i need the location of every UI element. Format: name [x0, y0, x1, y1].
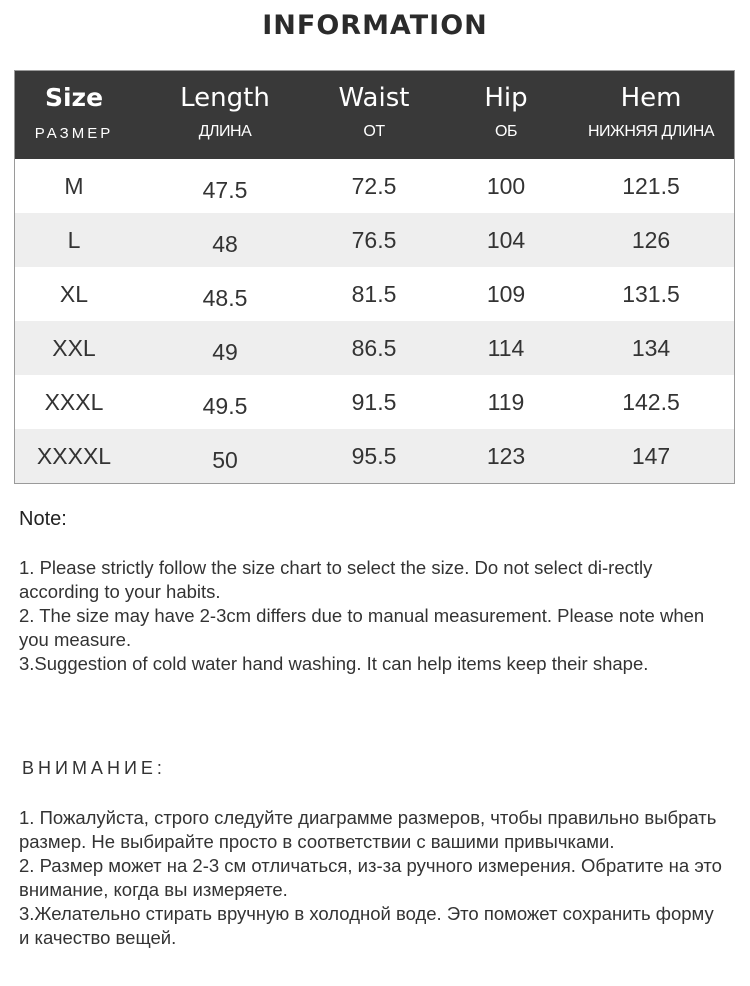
note-ru-item: 2. Размер может на 2-3 см отличаться, из-за ручного измерения. Обратите на это внимание, когда вы измеряете. — [19, 855, 722, 900]
hip-cell: 123 — [486, 442, 526, 469]
page-title: INFORMATION — [262, 10, 488, 41]
note-item: 1. Please strictly follow the size chart to select the size. Do not select di-rectly according to your habits. — [19, 557, 653, 602]
size-cell: XXXL — [44, 388, 104, 415]
table-row — [15, 429, 734, 483]
table-row — [15, 159, 734, 213]
size-cell: M — [64, 172, 84, 199]
hem-cell: 126 — [631, 226, 671, 253]
header-hem-ru: НИЖНЯЯ ДЛИНА — [588, 123, 714, 140]
note-item: 3.Suggestion of cold water hand washing. It can help items keep their shape. — [19, 653, 649, 674]
size-cell: L — [67, 226, 81, 253]
length-cell: 47.5 — [202, 176, 248, 203]
length-cell: 50 — [212, 446, 238, 473]
note-ru-body — [19, 806, 729, 950]
length-cell: 48 — [212, 230, 238, 257]
hem-cell: 142.5 — [622, 388, 680, 415]
hip-cell: 114 — [487, 334, 525, 361]
header-length-en: Length — [180, 83, 270, 113]
length-cell: 48.5 — [202, 284, 248, 311]
note-item: 2. The size may have 2-3cm differs due to manual measurement. Please note when you measure. — [19, 605, 705, 650]
size-cell: XXXXL — [36, 442, 112, 469]
hem-cell: 121.5 — [622, 172, 680, 199]
waist-cell: 81.5 — [351, 280, 397, 307]
note-body — [19, 556, 719, 676]
note-ru-item: 1. Пожалуйста, строго следуйте диаграмме размеров, чтобы правильно выбрать размер. Не выбирайте просто в соответствии с вашими привычками. — [19, 807, 717, 852]
hem-cell: 147 — [631, 442, 671, 469]
table-header — [15, 71, 734, 159]
size-cell: XL — [59, 280, 89, 307]
hip-cell: 119 — [487, 388, 525, 415]
hip-cell: 100 — [486, 172, 526, 199]
header-length-ru: ДЛИНА — [198, 123, 252, 140]
hem-cell: 134 — [631, 334, 671, 361]
header-size-en: Size — [44, 83, 104, 112]
hip-cell: 109 — [486, 280, 526, 307]
header-hip-en: Hip — [484, 83, 528, 113]
table-row — [15, 375, 734, 429]
note-heading: Note: — [19, 508, 67, 530]
header-hem-en: Hem — [620, 83, 682, 113]
header-waist — [317, 71, 431, 159]
header-waist-en: Waist — [338, 83, 410, 113]
waist-cell: 86.5 — [351, 334, 397, 361]
table-row — [15, 321, 734, 375]
hip-cell: 104 — [486, 226, 526, 253]
header-hip-ru: ОБ — [495, 123, 517, 140]
header-hem — [581, 71, 721, 159]
hem-cell: 131.5 — [622, 280, 680, 307]
table-row — [15, 213, 734, 267]
waist-cell: 72.5 — [351, 172, 397, 199]
waist-cell: 76.5 — [351, 226, 397, 253]
length-cell: 49.5 — [202, 392, 248, 419]
length-cell: 49 — [212, 338, 238, 365]
waist-cell: 95.5 — [351, 442, 397, 469]
header-length — [133, 71, 317, 159]
waist-cell: 91.5 — [351, 388, 397, 415]
table-row — [15, 267, 734, 321]
note-ru-item: 3.Желательно стирать вручную в холодной воде. Это поможет сохранить форму и качество вещей. — [19, 903, 714, 948]
size-cell: XXL — [52, 334, 96, 361]
size-chart-table — [14, 70, 735, 484]
header-waist-ru: ОТ — [363, 123, 385, 140]
note-ru-heading: ВНИМАНИЕ: — [22, 758, 166, 778]
header-size-ru: РАЗМЕР — [34, 125, 114, 142]
header-size — [15, 71, 133, 159]
header-hip — [431, 71, 581, 159]
